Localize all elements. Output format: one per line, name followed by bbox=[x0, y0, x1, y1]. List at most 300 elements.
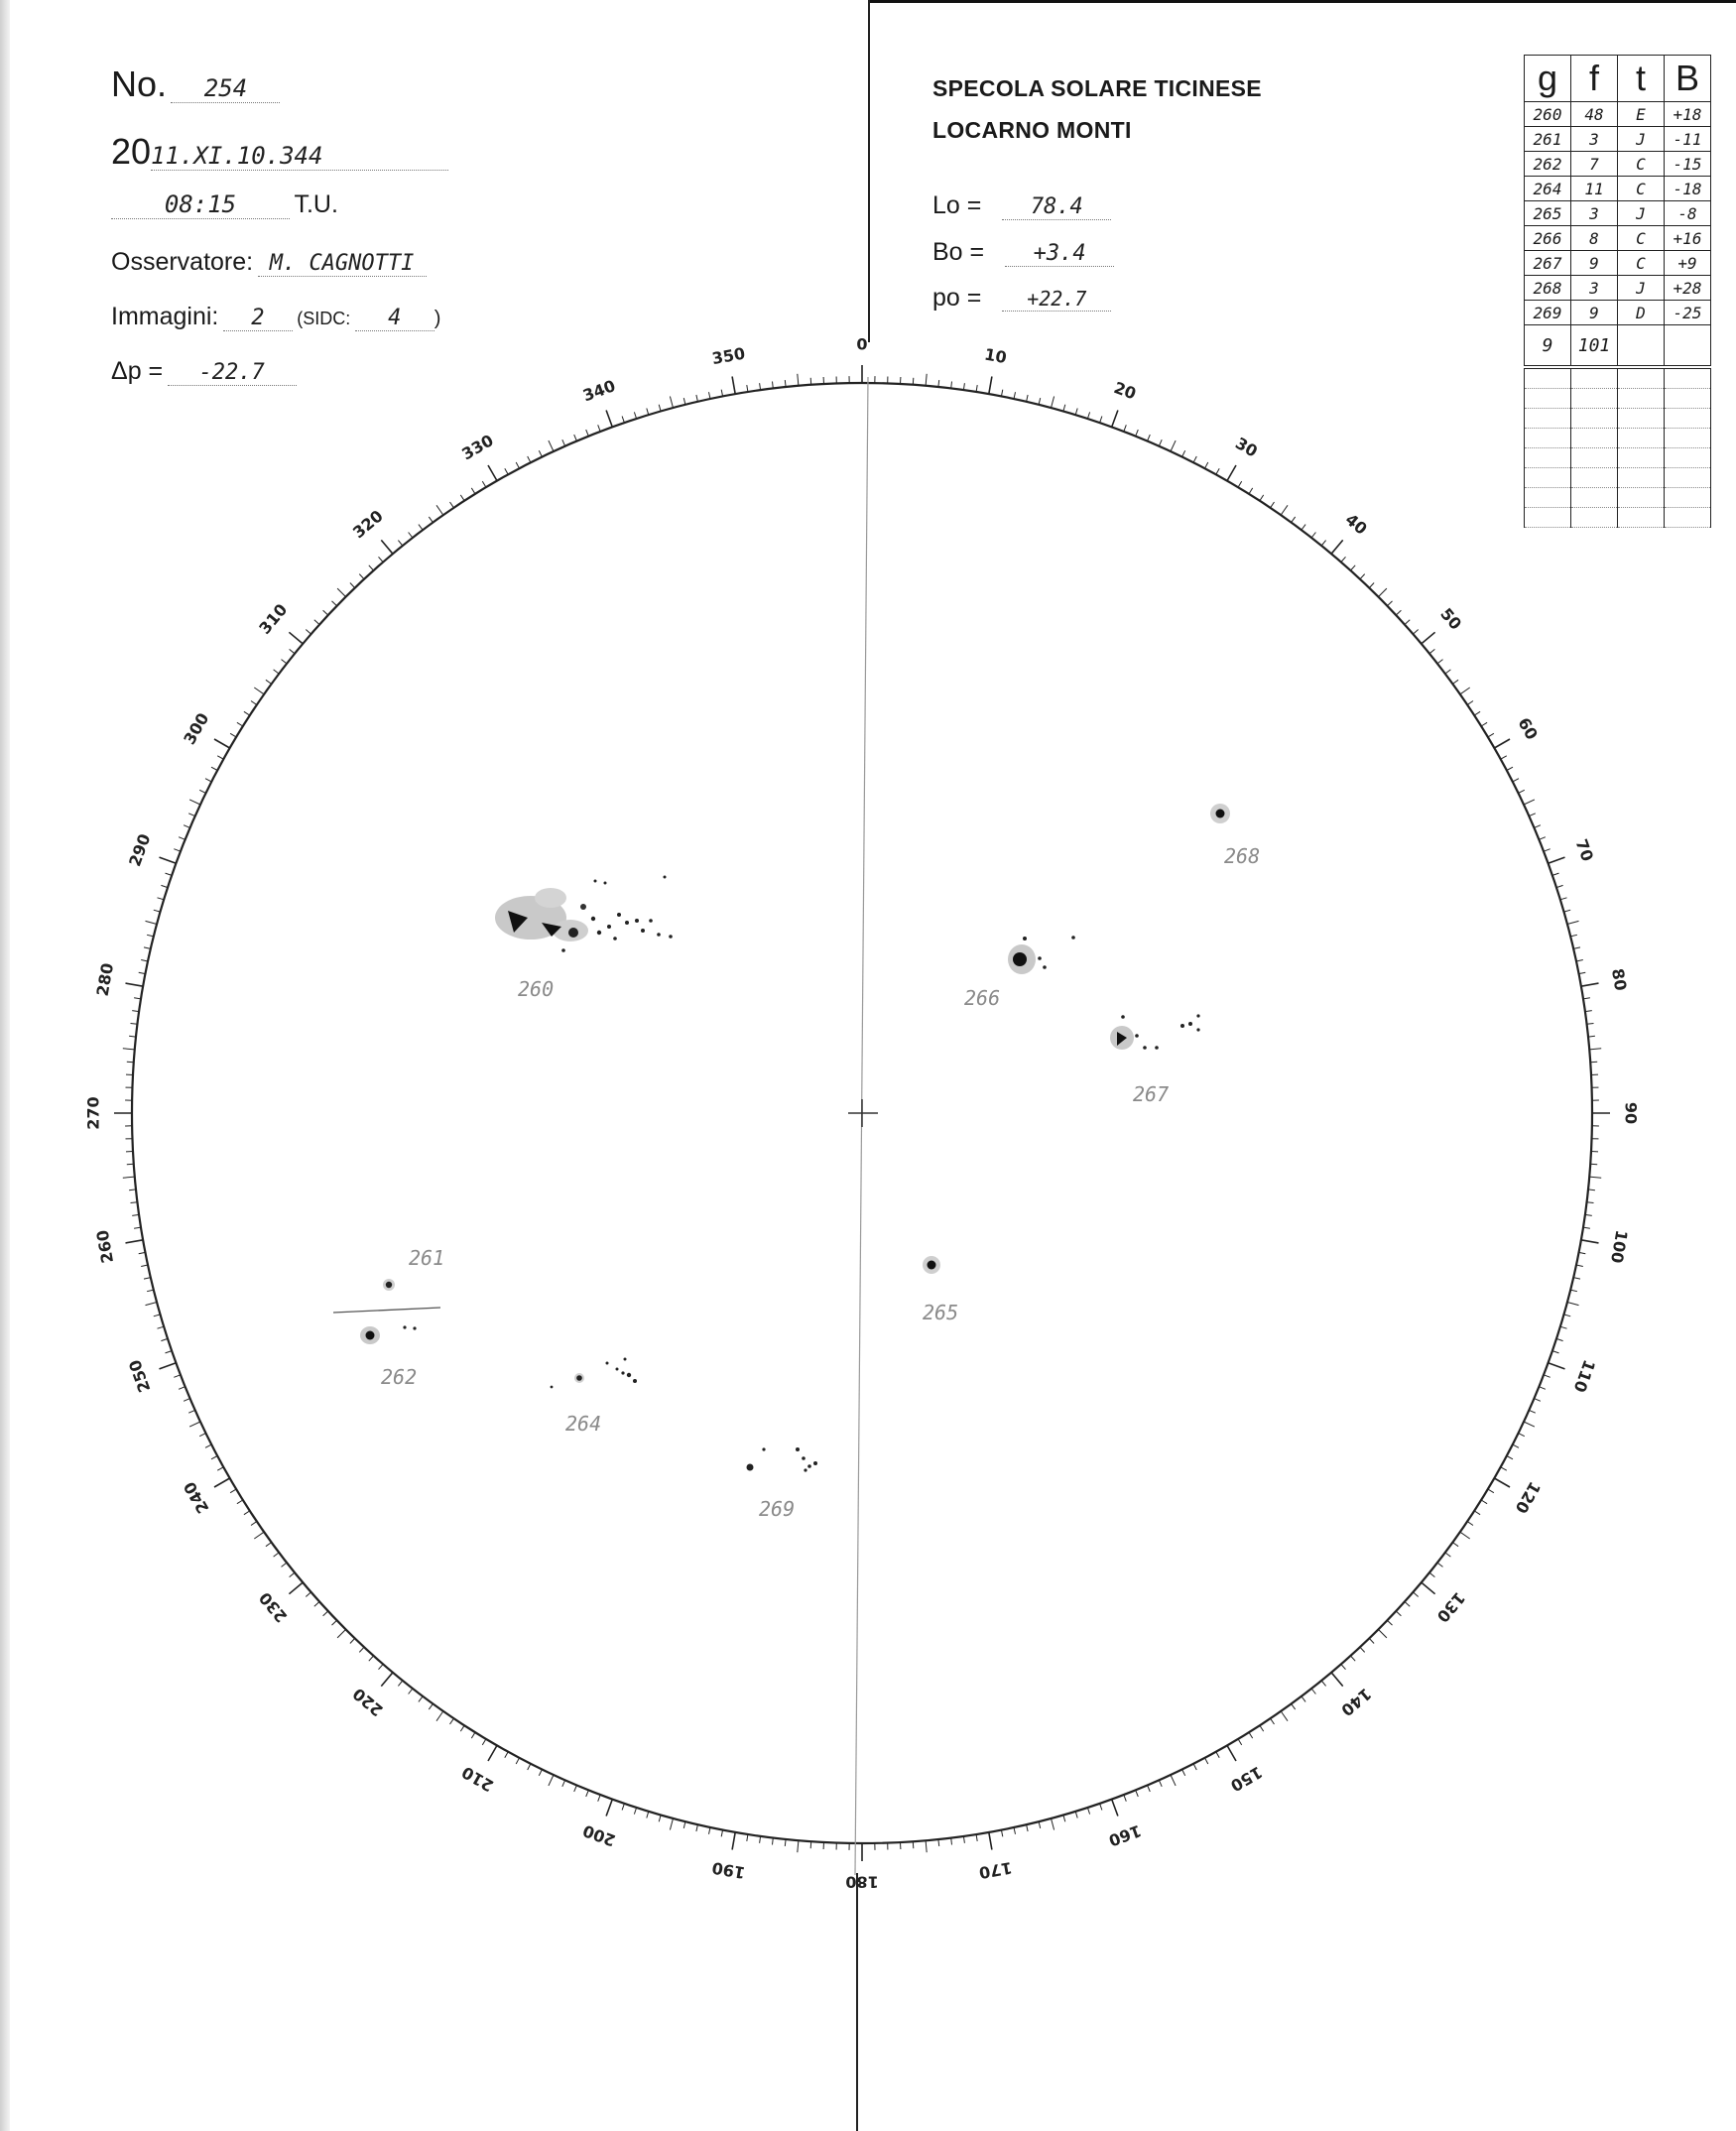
scale-tick bbox=[482, 1739, 486, 1745]
scale-tick bbox=[381, 1673, 393, 1687]
scale-tick bbox=[785, 380, 786, 387]
cell-b[interactable]: +9 bbox=[1665, 251, 1711, 276]
scale-tick bbox=[1249, 1732, 1253, 1738]
date-prefix: 20 bbox=[111, 131, 152, 172]
scale-label-330: 330 bbox=[458, 431, 497, 464]
scale-tick bbox=[1481, 722, 1487, 726]
scale-tick bbox=[132, 1011, 139, 1012]
scale-tick bbox=[1271, 502, 1275, 508]
scale-tick bbox=[1587, 1202, 1594, 1203]
disk-center-cross bbox=[848, 1099, 878, 1127]
cell-t[interactable]: E bbox=[1618, 102, 1665, 127]
cell-t[interactable]: J bbox=[1618, 276, 1665, 301]
scale-tick bbox=[1460, 688, 1470, 694]
cell-b[interactable]: +16 bbox=[1665, 226, 1711, 251]
scale-tick bbox=[158, 1326, 165, 1328]
scale-tick bbox=[409, 533, 413, 539]
scale-tick bbox=[429, 517, 433, 523]
scale-tick bbox=[1302, 1696, 1305, 1702]
scale-label-0: 0 bbox=[856, 334, 868, 354]
scale-tick bbox=[1193, 456, 1196, 462]
scale-label-40: 40 bbox=[1341, 509, 1371, 539]
scale-tick bbox=[1311, 533, 1315, 539]
scale-tick bbox=[773, 1838, 774, 1845]
scale-tick bbox=[760, 383, 761, 390]
sunspot-group-264 bbox=[551, 1358, 637, 1389]
scale-tick bbox=[1341, 557, 1346, 562]
scale-tick bbox=[237, 1500, 243, 1504]
group-label-261: 261 bbox=[409, 1246, 445, 1270]
scale-tick bbox=[798, 374, 799, 386]
scale-tick bbox=[516, 462, 519, 468]
scale-label-180: 180 bbox=[845, 1872, 879, 1892]
scale-tick bbox=[528, 1764, 531, 1770]
scale-tick bbox=[1529, 1410, 1535, 1413]
cell-g[interactable]: 268 bbox=[1525, 276, 1571, 301]
scale-tick bbox=[141, 960, 148, 962]
scale-tick bbox=[1378, 588, 1387, 597]
scale-tick bbox=[282, 1563, 288, 1567]
scale-tick bbox=[1579, 972, 1586, 973]
scale-tick bbox=[1136, 1790, 1139, 1797]
scale-tick bbox=[126, 1240, 144, 1243]
scale-tick bbox=[1570, 1290, 1577, 1292]
scale-tick bbox=[622, 1804, 624, 1811]
scale-tick bbox=[332, 1620, 337, 1625]
cell-g[interactable]: 266 bbox=[1525, 226, 1571, 251]
group-label-262: 262 bbox=[381, 1365, 418, 1389]
scale-tick bbox=[244, 711, 250, 715]
cell-g[interactable]: 267 bbox=[1525, 251, 1571, 276]
scale-tick bbox=[1260, 1725, 1264, 1731]
scale-tick bbox=[1429, 1572, 1434, 1576]
scale-tick bbox=[350, 1638, 355, 1643]
scale-tick bbox=[369, 1656, 374, 1661]
sidc-label: (SIDC: bbox=[297, 309, 351, 328]
cell-b[interactable]: +28 bbox=[1665, 276, 1711, 301]
scale-tick bbox=[146, 1303, 158, 1306]
scale-tick bbox=[359, 574, 364, 579]
number-field[interactable]: 254 bbox=[171, 74, 280, 103]
scale-tick bbox=[1445, 1553, 1451, 1557]
cell-f[interactable]: 8 bbox=[1571, 226, 1618, 251]
scale-tick bbox=[951, 1838, 952, 1845]
number-label: No. bbox=[111, 63, 168, 104]
scale-tick bbox=[989, 1832, 992, 1850]
scale-tick bbox=[586, 1790, 589, 1797]
scale-tick bbox=[1014, 392, 1016, 399]
scale-tick bbox=[634, 1808, 636, 1815]
scale-tick bbox=[144, 1278, 151, 1280]
scale-tick bbox=[1311, 1689, 1315, 1694]
images-label: Immagini: bbox=[111, 303, 219, 330]
scale-tick bbox=[166, 1351, 173, 1353]
scale-tick bbox=[963, 383, 964, 390]
scale-tick bbox=[747, 385, 748, 392]
scale-tick bbox=[976, 385, 977, 392]
scale-tick bbox=[154, 1315, 161, 1316]
scale-tick bbox=[696, 1824, 698, 1831]
scale-tick bbox=[266, 680, 272, 684]
scale-tick bbox=[1539, 1387, 1546, 1390]
cell-b[interactable]: -11 bbox=[1665, 127, 1711, 152]
scale-tick bbox=[938, 1839, 939, 1846]
scale-tick bbox=[123, 1049, 135, 1050]
scale-tick bbox=[214, 1478, 230, 1487]
cell-t[interactable]: C bbox=[1618, 226, 1665, 251]
scale-tick bbox=[1579, 1252, 1586, 1253]
scale-tick bbox=[205, 779, 211, 782]
scale-tick bbox=[670, 397, 673, 409]
scale-tick bbox=[1331, 540, 1343, 554]
group-label-264: 264 bbox=[565, 1412, 602, 1436]
scale-label-60: 60 bbox=[1514, 714, 1542, 743]
scale-tick bbox=[160, 857, 177, 863]
scale-label-80: 80 bbox=[1607, 966, 1631, 993]
cell-g[interactable]: 264 bbox=[1525, 177, 1571, 201]
cell-g[interactable]: 262 bbox=[1525, 152, 1571, 177]
scale-label-90: 90 bbox=[1621, 1101, 1641, 1125]
scale-label-160: 160 bbox=[1106, 1820, 1144, 1850]
cell-t[interactable]: D bbox=[1618, 301, 1665, 325]
group-label-265: 265 bbox=[923, 1301, 959, 1324]
scale-tick bbox=[306, 630, 310, 635]
scale-tick bbox=[1260, 495, 1264, 501]
scale-tick bbox=[606, 411, 612, 428]
scale-tick bbox=[1507, 1456, 1513, 1459]
scale-tick bbox=[1481, 1500, 1487, 1504]
scale-tick bbox=[1581, 983, 1599, 986]
sunspot-group-267 bbox=[1110, 1014, 1200, 1050]
cell-f[interactable]: 3 bbox=[1571, 201, 1618, 226]
group-label-260: 260 bbox=[518, 977, 555, 1001]
scale-tick bbox=[647, 1812, 649, 1818]
cell-f[interactable]: 7 bbox=[1571, 152, 1618, 177]
scale-tick bbox=[1581, 1240, 1599, 1243]
scale-label-350: 350 bbox=[710, 343, 747, 369]
scale-tick bbox=[1414, 630, 1419, 635]
cell-f[interactable]: 9 bbox=[1571, 301, 1618, 325]
cell-b[interactable]: -18 bbox=[1665, 177, 1711, 201]
scale-tick bbox=[290, 1572, 295, 1576]
scale-label-130: 130 bbox=[1432, 1588, 1469, 1627]
scale-tick bbox=[127, 1164, 134, 1165]
scale-tick bbox=[282, 660, 288, 664]
col-header-g: g bbox=[1525, 56, 1571, 102]
scale-label-30: 30 bbox=[1232, 434, 1261, 461]
scale-tick bbox=[211, 767, 217, 770]
cell-b[interactable]: -25 bbox=[1665, 301, 1711, 325]
scale-tick bbox=[1414, 1592, 1419, 1597]
scale-tick bbox=[1369, 1638, 1374, 1643]
scale-tick bbox=[1564, 910, 1571, 912]
scale-tick bbox=[1549, 857, 1565, 863]
scale-tick bbox=[528, 456, 531, 462]
time-field[interactable]: 08:15 bbox=[111, 190, 290, 219]
scale-tick bbox=[963, 1836, 964, 1843]
l0-label: Lo = bbox=[932, 191, 982, 219]
scale-tick bbox=[1556, 1338, 1563, 1340]
scale-tick bbox=[1452, 1543, 1458, 1547]
scale-tick bbox=[913, 378, 914, 385]
cell-g[interactable]: 265 bbox=[1525, 201, 1571, 226]
scale-tick bbox=[760, 1836, 761, 1843]
scale-tick bbox=[647, 409, 649, 416]
scale-tick bbox=[179, 1387, 186, 1390]
scale-tick bbox=[810, 1841, 811, 1848]
scale-tick bbox=[1331, 1673, 1343, 1687]
scale-tick bbox=[1271, 1718, 1275, 1724]
scale-label-190: 190 bbox=[710, 1857, 747, 1883]
scale-tick bbox=[670, 1818, 673, 1830]
scale-tick bbox=[709, 1827, 711, 1834]
cell-g[interactable]: 261 bbox=[1525, 127, 1571, 152]
scale-tick bbox=[323, 610, 328, 615]
scale-tick bbox=[1124, 425, 1127, 432]
scale-tick bbox=[598, 425, 601, 432]
scale-label-50: 50 bbox=[1436, 604, 1466, 634]
scale-tick bbox=[1182, 450, 1185, 456]
scale-tick bbox=[132, 1214, 139, 1215]
scale-tick bbox=[1227, 1745, 1236, 1761]
scale-tick bbox=[1148, 1786, 1151, 1792]
col-header-t: t bbox=[1618, 56, 1665, 102]
scale-tick bbox=[1039, 1821, 1041, 1828]
scale-tick bbox=[989, 377, 992, 395]
scale-label-70: 70 bbox=[1571, 836, 1597, 864]
scale-tick bbox=[1112, 411, 1118, 428]
scale-tick bbox=[1590, 1164, 1597, 1165]
cell-f[interactable]: 9 bbox=[1571, 251, 1618, 276]
sunspot-group-261 bbox=[383, 1279, 395, 1291]
scale-tick bbox=[419, 1696, 423, 1702]
scale-tick bbox=[1027, 1824, 1029, 1831]
scale-tick bbox=[562, 439, 565, 445]
scale-tick bbox=[460, 495, 464, 501]
scale-tick bbox=[230, 733, 236, 737]
observer-label: Osservatore: bbox=[111, 248, 254, 276]
scale-tick bbox=[381, 540, 393, 554]
scale-tick bbox=[622, 417, 624, 424]
delta-p-field[interactable]: -22.7 bbox=[168, 360, 297, 386]
scale-tick bbox=[1507, 767, 1513, 770]
total-g[interactable]: 9 bbox=[1525, 325, 1571, 368]
scale-tick bbox=[574, 435, 577, 440]
scale-tick bbox=[1249, 488, 1253, 494]
scale-tick bbox=[1171, 440, 1176, 451]
scale-tick bbox=[549, 440, 554, 451]
scale-label-10: 10 bbox=[982, 344, 1009, 368]
scale-tick bbox=[188, 1410, 194, 1413]
scale-tick bbox=[683, 1821, 685, 1828]
cell-b[interactable]: -15 bbox=[1665, 152, 1711, 177]
scale-label-100: 100 bbox=[1606, 1228, 1632, 1265]
scale-tick bbox=[938, 380, 939, 387]
cell-g[interactable]: 260 bbox=[1525, 102, 1571, 127]
sunspot-group-260 bbox=[495, 876, 673, 952]
scale-tick bbox=[1524, 800, 1535, 805]
scale-tick bbox=[1405, 1602, 1410, 1607]
scale-label-250: 250 bbox=[125, 1357, 155, 1395]
scale-tick bbox=[659, 405, 661, 412]
images-field[interactable]: 2 bbox=[223, 306, 293, 331]
scale-label-140: 140 bbox=[1337, 1684, 1376, 1720]
scale-tick bbox=[174, 849, 181, 852]
scale-tick bbox=[1360, 574, 1365, 579]
scale-tick bbox=[154, 910, 161, 912]
cell-t[interactable]: C bbox=[1618, 152, 1665, 177]
scale-tick bbox=[147, 1290, 154, 1292]
scale-tick bbox=[721, 1830, 722, 1837]
scale-tick bbox=[350, 583, 355, 588]
scale-tick bbox=[1341, 1665, 1346, 1670]
scale-tick bbox=[274, 1553, 280, 1557]
scale-label-200: 200 bbox=[580, 1820, 618, 1850]
scale-tick bbox=[1001, 1830, 1002, 1837]
scale-tick bbox=[709, 392, 711, 399]
cell-f[interactable]: 3 bbox=[1571, 276, 1618, 301]
scale-label-230: 230 bbox=[255, 1588, 292, 1627]
scale-tick bbox=[1588, 1036, 1595, 1037]
cell-b[interactable]: -8 bbox=[1665, 201, 1711, 226]
scale-tick bbox=[598, 1795, 601, 1802]
scale-tick bbox=[634, 412, 636, 419]
cell-f[interactable]: 3 bbox=[1571, 127, 1618, 152]
scale-label-20: 20 bbox=[1111, 378, 1139, 404]
cell-t[interactable]: J bbox=[1618, 201, 1665, 226]
scale-tick bbox=[1474, 711, 1480, 715]
scale-tick bbox=[199, 1434, 205, 1437]
scale-tick bbox=[574, 1786, 577, 1792]
scale-tick bbox=[1205, 462, 1208, 468]
scale-tick bbox=[323, 1611, 328, 1616]
scale-tick bbox=[1494, 1478, 1510, 1487]
scale-tick bbox=[1387, 1620, 1392, 1625]
scale-tick bbox=[926, 1840, 927, 1852]
scale-tick bbox=[1148, 435, 1151, 440]
scale-tick bbox=[1589, 1177, 1601, 1178]
scale-tick bbox=[1552, 1351, 1559, 1353]
scale-tick bbox=[460, 1725, 464, 1731]
cell-t[interactable]: C bbox=[1618, 251, 1665, 276]
cell-f[interactable]: 11 bbox=[1571, 177, 1618, 201]
scale-tick bbox=[189, 1422, 200, 1427]
scale-tick bbox=[174, 1375, 181, 1378]
b0-field[interactable]: +3.4 bbox=[1005, 241, 1114, 267]
scale-tick bbox=[254, 688, 264, 694]
scale-tick bbox=[1075, 1812, 1077, 1818]
scale-label-260: 260 bbox=[92, 1228, 118, 1265]
scale-tick bbox=[266, 1543, 272, 1547]
scale-tick bbox=[251, 701, 257, 705]
scale-tick bbox=[1216, 1752, 1219, 1758]
time-unit-label: T.U. bbox=[294, 190, 338, 218]
institution-location: LOCARNO MONTI bbox=[932, 117, 1132, 143]
scale-tick bbox=[1351, 565, 1356, 570]
scale-tick bbox=[1567, 1303, 1579, 1306]
scale-tick bbox=[1405, 620, 1410, 625]
scale-tick bbox=[1452, 680, 1458, 684]
scale-tick bbox=[337, 1629, 346, 1638]
scale-tick bbox=[1238, 481, 1242, 487]
date-field[interactable]: 11.XI.10.344 bbox=[151, 142, 448, 171]
l0-field[interactable]: 78.4 bbox=[1002, 194, 1111, 220]
scale-tick bbox=[134, 1227, 141, 1228]
scale-tick bbox=[505, 1752, 508, 1758]
scale-tick bbox=[1488, 733, 1494, 737]
scale-tick bbox=[139, 1252, 146, 1253]
observer-field[interactable]: M. CAGNOTTI bbox=[258, 251, 427, 277]
scale-tick bbox=[1238, 1739, 1242, 1745]
cell-b[interactable]: +18 bbox=[1665, 102, 1711, 127]
scale-tick bbox=[1494, 739, 1510, 748]
scale-tick bbox=[1302, 525, 1305, 531]
scale-tick bbox=[251, 1522, 257, 1526]
scale-tick bbox=[237, 722, 243, 726]
scale-tick bbox=[1474, 1511, 1480, 1515]
scale-tick bbox=[230, 1489, 236, 1493]
cell-t[interactable]: J bbox=[1618, 127, 1665, 152]
scale-tick bbox=[1182, 1770, 1185, 1776]
scale-tick bbox=[1100, 1804, 1102, 1811]
scale-tick bbox=[913, 1841, 914, 1848]
scale-tick bbox=[721, 390, 722, 397]
scale-tick bbox=[471, 488, 475, 494]
scale-tick bbox=[147, 935, 154, 937]
scale-tick bbox=[606, 1800, 612, 1817]
cell-f[interactable]: 48 bbox=[1571, 102, 1618, 127]
sidc-field[interactable]: 4 bbox=[355, 306, 434, 331]
scale-tick bbox=[1513, 1444, 1519, 1447]
col-header-b: B bbox=[1665, 56, 1711, 102]
scale-tick bbox=[214, 739, 230, 748]
scale-tick bbox=[951, 382, 952, 389]
scale-tick bbox=[1544, 1375, 1550, 1378]
scale-tick bbox=[1576, 1265, 1583, 1267]
scale-label-220: 220 bbox=[348, 1684, 387, 1720]
cell-g[interactable]: 269 bbox=[1525, 301, 1571, 325]
scale-tick bbox=[1460, 1532, 1470, 1539]
scale-tick bbox=[1171, 1775, 1176, 1786]
scale-tick bbox=[144, 947, 151, 949]
scale-tick bbox=[1136, 430, 1139, 437]
scale-tick bbox=[1583, 998, 1590, 999]
scale-tick bbox=[488, 465, 497, 481]
scale-tick bbox=[126, 983, 144, 986]
scale-tick bbox=[1589, 1049, 1601, 1050]
scale-tick bbox=[1535, 825, 1541, 828]
b0-label: Bo = bbox=[932, 238, 985, 266]
scale-tick bbox=[314, 620, 319, 625]
scale-tick bbox=[314, 1602, 319, 1607]
scale-tick bbox=[131, 1202, 138, 1203]
cell-t[interactable]: C bbox=[1618, 177, 1665, 201]
scale-tick bbox=[306, 1592, 310, 1597]
scale-tick bbox=[1549, 1363, 1565, 1369]
scale-tick bbox=[160, 1363, 177, 1369]
scale-tick bbox=[732, 1832, 735, 1850]
scale-tick bbox=[1281, 1711, 1288, 1721]
scale-tick bbox=[1576, 960, 1583, 962]
p0-field[interactable]: +22.7 bbox=[1002, 287, 1111, 312]
scale-tick bbox=[1560, 898, 1567, 900]
scale-tick bbox=[549, 1775, 554, 1786]
scale-tick bbox=[166, 873, 173, 875]
scale-tick bbox=[785, 1839, 786, 1846]
scale-tick bbox=[134, 998, 141, 999]
total-f[interactable]: 101 bbox=[1571, 325, 1618, 368]
scale-tick bbox=[539, 450, 542, 456]
